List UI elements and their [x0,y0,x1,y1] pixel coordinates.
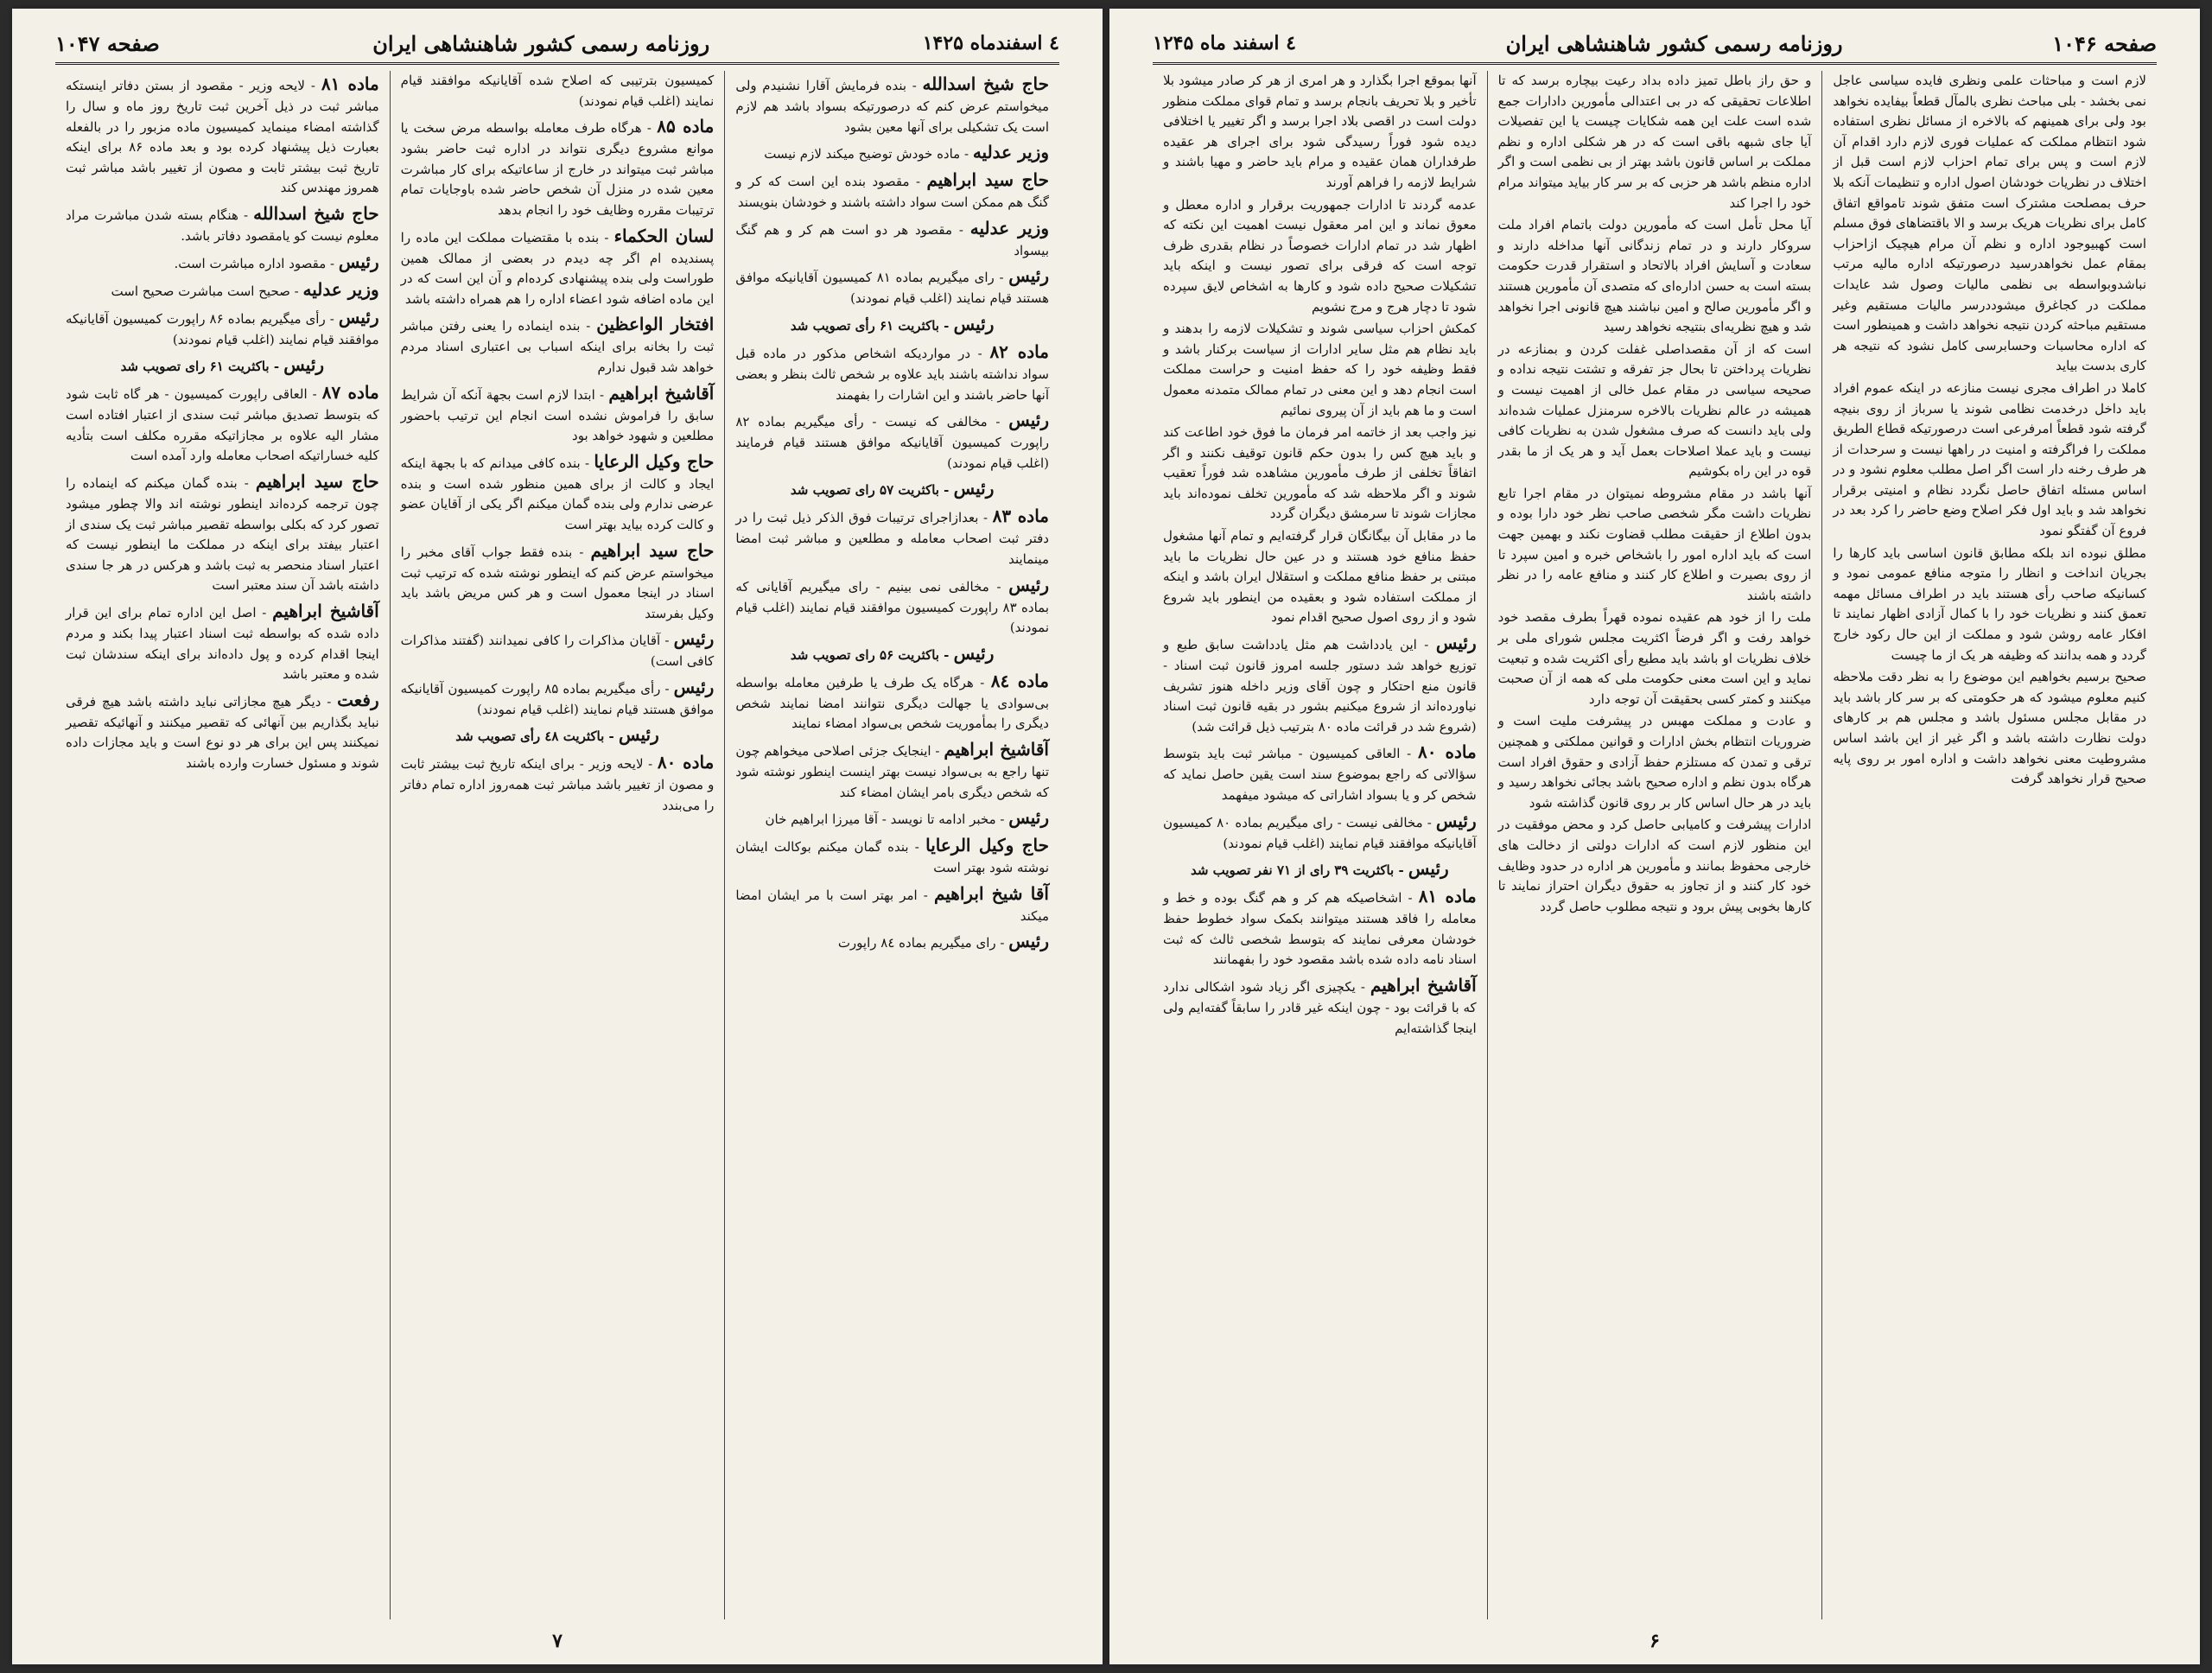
paragraph: آیا محل تأمل است که مأمورین دولت باتمام افراد ملت سروکار دارند و در تمام زندگانی آنها مداخله دارند و سعادت و آسایش افراد بالاتحاد و استقرار قدرت حکومت بسته است به حسن اداره‌ای که متصدی آن مأمورین هستند و اگر مأمورین صالح و امین نباشند هیچ قانونی اجرا نخواهد شد و هیچ نظریه‌ای بنتیجه نخواهد رسید [1497,217,1812,335]
paragraph: رئیس - رای میگیریم بماده ۸٤ راپورت [837,931,1049,952]
page-right [1109,9,2200,1664]
speaker-name: ماده ۸٤ [990,670,1049,691]
vote-result: رئیس - باکثریت ۶۱ رأی تصویب شد [790,313,995,334]
paragraph: کمیسیون بترتیبی که اصلاح شده آقایانیکه موافقند قیام نمایند (اغلب قیام نمودند) [400,73,715,109]
paragraph: لازم است و مباحثات علمی ونظری فایده سیاسی عاجل نمی بخشد - بلی مباحث نظری بالمآل قطعاً بیفایده نخواهد بود ولی برای همینهم که بالاخره از مسائل نظری استفاده شود انتظام مملکت که عملیات فوری لازم دارد اقدام آن لازم است و پس برای تمام احزاب لازم است قبل از اختلاف در نظریات خودشان اصول اداره و تنظیمات آنکه بلا حرف بمصلحت مشترک است متفق شوند تامواقع اتفاق کامل برای نظریات هریک برسد و الا باقتضاهای فوق مسلم است کهبیوجود اداره و نظم آن مرام هیچیک ازاحزاب بمقام عمل نخواهدرسید درصورتیکه اداره مالیه مرتب نباشدوبواسطه بی نظمی مالیات وصول شد عایدات مملکت در کجاغرق میشوددرسر مالیات مستقیم وغیر مستقیم مباحثه کردن نتیجه نخواهد داشت و همینطور است که اداره محاسبات وحسابرسی کامل نشود که نتیجه هر کاری بدست بیاید [1833,73,2146,374]
paragraph: حاج شیخ اسدالله - بنده فرمایش آقارا نشنیدم ولی میخواستم عرض کنم که درصورتیکه بسواد باشد هم لازم است یک تشکیلی برای آنها معین بشود [735,73,1049,135]
speaker-name: رئیس [1008,574,1049,595]
page-header [1153,24,2157,65]
paragraph: عدمه گردند تا ادارات جمهوریت برقرار و اداره معطل و معوق نماند و این امر معقول نیست اهمیت این نکته که اظهار شد در تمام ادارات خصوصاً در نظام بقدری ظرف توجه است که فرقی برای تصور نیست و اینکه باید تشکیلات صحیح داده شود و کارها به اشخاص لایق سپرده شود تا دچار هرج و مرج نشویم [1162,196,1477,315]
speaker-name: حاج وکیل الرعایا [594,450,715,472]
paragraph: آقاشیخ ابراهیم - یکچیزی اگر زیاد شود اشکالی ندارد که با قرائت بود - چون اینکه غیر قادر را سابقاً گفته‌ایم ولی اینجا گذاشته‌ایم [1162,974,1477,1036]
page-number: ۶ [1649,1630,1660,1652]
paragraph: حاج وکیل الرعایا - بنده گمان میکنم بوکالت ایشان نوشته شود بهتر است [735,835,1050,876]
page-header [55,24,1059,65]
paragraph: رئیس - مخالفی که نیست - رأی میگیریم بماده ۸۲ راپورت کمیسیون آقایانیکه موافق هستند قیام فرمایند (اغلب قیام نمودند) [735,410,1049,471]
speaker-name: رئیس [1008,410,1049,431]
speaker-name: حاج سید ابراهیم [590,539,715,561]
columns [1153,71,2157,1619]
speaker-name: رئیس [1008,265,1049,287]
paragraph: آقا شیخ ابراهیم - امر بهتر است با مر ایشان امضا میکند [735,882,1049,924]
vote-result: رئیس - باکثریت ۶۱ رای تصویب شد [120,354,325,376]
speaker-name: رئیس [1435,633,1477,654]
paragraph: حاج سید ابراهیم - بنده گمان میکنم که اینماده را چون ترجمه کرده‌اند اینطور نوشته اند والا چطور میشود تصور کرد که بکلی بواسطه تقصیر مباشر ثبت یک سندی از اعتبار بیفتد برای اینکه در مملکت ما اینطور نیست که اعتبار اسناد منحصر به ثبت باشد و هرکس در هر جا سندی داشته باشد آن سند معتبر است [65,470,379,594]
paragraph: است که از آن مقصداصلی غفلت کردن و بمنازعه در نظریات پرداختن تا بحال جز تفرقه و تشتت نتیجه نداده و صحیحه سیاسی در مقام عمل خالی از اهمیت نیست و همیشه در عالم نظریات بالاخره سرمنزل عملیات شده‌اند ولی باید دانست که صرف مشغول شدن به نظریات کافی نیست و باید عملا اصلاحات بعمل آید و هر یک از ما بقدر قوه در این راه بکوشیم [1497,340,1812,480]
speaker-name: ماده ۸۷ [321,382,379,404]
speaker-name: رئیس [953,313,995,334]
speaker-name: ماده ۸۱ [321,73,379,94]
paragraph: افتخار الواعظین - بنده اینماده را یعنی رفتن مباشر ثبت را بخانه برای اینکه اسباب بی اعتباری اسناد مردم خواهد شد قبول ندارم [400,314,715,375]
paragraph: رئیس - مخبر ادامه تا نویسد - آقا میرزا ابراهیم خان [765,807,1049,829]
speaker-name: ماده ۸۱ [1418,886,1477,907]
vote-result: رئیس - باکثریت ۵۷ رای تصویب شد [790,478,995,499]
newspaper-title: روزنامه رسمی کشور شاهنشاهی ایران [1505,30,1843,56]
speaker-name: آقاشیخ ابراهیم [272,600,379,621]
vote-result: رئیس - باکثریت ۳۹ رای از ۷۱ نفر تصویب شد [1190,858,1449,880]
speaker-name: وزیر عدلیه [302,278,379,300]
column-middle [390,71,725,1619]
paragraph: وزیر عدلیه - صحیح است مباشرت صحیح است [111,278,379,300]
issue-date: ٤ اسفند ماه ۱۲۴۵ [1153,32,1296,54]
paragraph: رئیس - مقصود اداره مباشرت است. [174,251,379,272]
paragraph: کاملا در اطراف مجری نیست منازعه در اینکه عموم افراد باید داخل درخدمت نظامی شوند یا سرباز از روی بنیچه گرفته شود قطعاً امرفرعی است درصورتیکه قطاع الطریق مملکت را فراگرفته و امنیت در راهها نیست و سرحدات از هر طرف رخنه دار است اگر اصل مطلب معلوم نشود و در اساس مسئله اتفاق حاصل نگردد نظام و امنیتی برقرار نخواهد شد و باید اول فکر اصلاح وضع حاضر را کرد بعد در فروع آن گفتگو نمود [1833,379,2146,539]
speaker-name: ماده ۸۰ [1418,741,1477,763]
paragraph: نیز واجب بعد از خاتمه امر فرمان ما فوق خود اطاعت کند و باید هیچ کس را بدون حکم قانون توقیف نکنند و اگر اتفاقاً تخلفی از طرف مأمورین مشاهده شد فوراً تعقیب شوند و اگر ملاحظه شد که مأمورین تخلف نموده‌اند باید مجازات شوند تا سرمشق دیگران گردد [1162,424,1477,522]
paragraph: حاج شیخ اسدالله - هنگام بسته شدن مباشرت مراد معلوم نیست کو یامقصود دفاتر باشد. [65,202,379,244]
speaker-name: ماده ۸۳ [992,506,1049,527]
speaker-name: رئیس [1435,810,1477,831]
paragraph: ماده ۸۷ - العاقی راپورت کمیسیون - هر گاه ثابت شود که بتوسط تصدیق مباشر ثبت سندی از اعتبار افتاده است مشار الیه علاوه بر مجازاتیکه مقرره مکلف است بتأدیه کلیه خساراتیکه اصحاب معامله وارد آمده است [65,382,379,464]
page-label: صفحه ۱۰۴۷ [55,30,160,56]
speaker-name: رئیس [953,478,995,499]
speaker-name: ماده ۸۵ [657,116,715,137]
speaker-name: رئیس [1008,931,1049,952]
paragraph: ملت را از خود هم عقیده نموده قهراً بطرف مقصد خود خواهد رفت و اگر فرضاً اکثریت مجلس شورای ملی بر خلاف نظریات او باشد باید مطیع رأی اکثریت شده و تبعیت نماید و این است معنی حکومت ملی که همه از آن صحبت میکنند و کمتر کسی بحقیقت آن توجه دارد [1497,609,1812,707]
speaker-name: حاج وکیل الرعایا [925,835,1050,856]
column-right [1821,71,2157,1619]
speaker-name: رئیس [673,676,715,697]
page-left [12,9,1103,1664]
speaker-name: رئیس [953,642,995,664]
speaker-name: رئیس [1408,858,1449,880]
paragraph: ماده ۸۵ - هرگاه طرف معامله بواسطه مرض سخت یا موانع مشروع دیگری نتواند در اداره ثبت حاضر بشود مباشر ثبت میتواند در خارج از ساعاتیکه برای کار مباشرت معین شده در منزل آن شخص حاضر شده باوجایات تمام ترتیبات مقرره وظایف خود را انجام بدهد [400,116,715,218]
newspaper-title: روزنامه رسمی کشور شاهنشاهی ایران [372,30,710,56]
paragraph: ادارات پیشرفت و کامیابی حاصل کرد و محض موفقیت در این منظور لازم است که ادارات دولتی از دخالت های خارجی محفوظ بمانند و مأمورین هر اداره در حدود وظایف خود کار کنند و از تجاوز به حقوق دیگران احتراز نمایند تا کارها بخوبی پیش برود و نتیجه مطلوب حاصل گردد [1497,817,1812,914]
speaker-name: رئیس [338,251,379,272]
speaker-name: آقاشیخ ابراهیم [1370,974,1477,996]
column-right [724,71,1059,1619]
speaker-name: ماده ۸۰ [657,752,715,773]
paragraph: آقاشیخ ابراهیم - اینجایک جزئی اصلاحی میخواهم چون تنها راجع به بی‌سواد نیست بهتر اینست اینطور نوشته شود که شخص دیگری بامر ایشان امضاء کند [735,738,1049,800]
paragraph: وزیر عدلیه - مقصود هر دو است هم کر و هم گنگ بیسواد [735,217,1049,258]
paragraph: ماده ۸۱ - اشخاصیکه هم کر و هم گنگ بوده و خط و معامله را فاقد هستند میتوانند بکمک سواد خطوط حفظ خودشان معرفی نمایند که بتوسط شخصی ثالث که ثبت اسناد نامه داده شده باشد مقصود خود را بفهمانند [1162,886,1477,968]
paragraph: رئیس - این یادداشت هم مثل یادداشت سابق طبع و توزیع خواهد شد دستور جلسه امروز قانون ثبت اسناد - قانون منع احتکار و چون آقای وزیر داخله هنوز تشریف نیاورده‌اند از شروع میکنیم بشور در بقیه قانون ثبت اسناد (شروع شد در قرائت ماده ۸۰ بترتیب ذیل قرائت شد) [1162,633,1477,735]
column-left [55,71,390,1619]
paragraph: ما در مقابل آن بیگانگان قرار گرفته‌ایم و تمام آنها مشغول حفظ منافع خود هستند و در عین حال نظریات ما باید مبتنی بر حفظ منافع مملکت و استقلال ایران باشد و اینکه از مملکت استفاده شود و بعقیده من اینطور باید شروع شود و از روی اصول صحیح اقدام نمود [1162,528,1477,626]
paragraph: و حق‌ راز باطل تمیز داده بداد رعیت بیچاره برسد که تا اطلاعات تحقیقی که در بی اعتدالی مأمورین دادارات جمع شده است علت این همه شکایات چیست یا این تفصیلات آیا جای شبهه باقی است که در هر شکلی اداره و نظم مملکت بر اساس قانون باشد بهتر از بی نظمی است و اگر اداره منظم باشد هر حزبی که بر سر کار بیاید میتواند مرام خود را اجرا کند [1497,73,1812,211]
speaker-name: حاج سید ابراهیم [926,169,1049,191]
speaker-name: رئیس [338,306,379,328]
columns [55,71,1059,1619]
vote-result: رئیس - باکثریت ٤٨ رأی تصویب شد [455,724,659,746]
paragraph: لسان الحکماء - بنده با مقتضیات مملکت این ماده را پسندیده ام اگر چه دیدم در بعضی از ممالک همین طوراست ولی بنده پیشنهادی کرده‌ام و آن این است که در این ماده اضافه شود اعضاء اداره را هم همراه داشته باشد [400,225,715,307]
speaker-name: ماده ۸۲ [989,340,1049,362]
speaker-name: آقاشیخ ابراهیم [944,738,1049,760]
paragraph: حاج سید ابراهیم - مقصود بنده این است که کر و گنگ هم ممکن است سواد داشته باشند و خودشان بنویسند [735,169,1049,211]
paragraph: ماده ۸۲ - در مواردیکه اشخاص مذکور در ماده قبل سواد نداشته باشند باید علاوه بر شخص ثالث بنظر و بعضی آنها حاضر باشند و این اشارات را بفهمند [735,340,1049,403]
speaker-name: آقاشیخ ابراهیم [608,382,715,404]
paragraph: صحیح برسیم بخواهیم این موضوع را به نظر دقت ملاحظه کنیم معلوم میشود که هر حکومتی که بر سر کار باشد باید در مقابل مجلس مسئول باشد و مجلس هم بر کارهای دولت نظارت داشته باشد و اگر غیر از این باشد اساس مشروطیت معنی نخواهد داشت و اداره امور بر روی پایه صحیح قرار نخواهد گرفت [1833,669,2146,787]
speaker-name: رئیس [618,724,659,746]
speaker-name: لسان الحکماء [613,225,715,246]
paragraph: وزیر عدلیه - ماده خودش توضیح میکند لازم نیست [764,142,1049,163]
speaker-name: رئیس [673,628,715,650]
page-number: ۷ [552,1630,563,1652]
paragraph: رئیس - مخالفی نیست - رای میگیریم بماده ۸۰ کمیسیون آقایانیکه موافقند قیام نمایند (اغلب قیام نمودند) [1162,810,1477,851]
column-middle [1487,71,1822,1619]
speaker-name: رفعت [337,689,379,710]
paragraph: ماده ۸٤ - هرگاه یک طرف یا طرفین معامله بواسطه بی‌سوادی یا جهالت دیگری نتوانند امضا نمایند شخص دیگری را بمأموریت شخص بی‌سواد امضاء نمایند [735,670,1049,732]
speaker-name: حاج شیخ اسدالله [253,202,379,224]
speaker-name: آقا شیخ ابراهیم [933,882,1049,904]
speaker-name: حاج شیخ اسدالله [922,73,1049,94]
paragraph: آنها بموقع اجرا بگذارد و هر امری از هر کر صادر میشود بلا تأخیر و بلا تحریف بانجام برسد و تمام قوای مملکت منظور دولت است در اقصی بلاد اجرا برسد و اگر تغییر یا اختلافی دیده شود فوراً رسیدگی شود برای اجرای هر عقیده طرفداران همان عقیده و مرام باید حاضر و مهیا باشند و شرایط لازمه را فراهم آورند [1162,73,1477,190]
page-label: صفحه ۱۰۴۶ [2052,30,2157,56]
speaker-name: رئیس [283,354,325,376]
paragraph: مطلق نبوده اند بلکه مطابق قانون اساسی باید کارها را بجریان انداخت و انظار را متوجه منافع عمومی نمود و کسانیکه صاحب رأی هستند باید در اطراف مسائل مهمه تعمق کنند و نظریات خود را با کمال آزادی اظهار نمایند تا افکار عامه روشن شود و مملکت از این حال رکود خارج گردد و همه بدانند که وظیفه هر یک از ما چیست [1833,544,2146,663]
vote-result: رئیس - باکثریت ۵۶ رای تصویب شد [790,642,995,664]
speaker-name: حاج سید ابراهیم [255,470,379,492]
paragraph: حاج وکیل الرعایا - بنده کافی میدانم که با بجهة اینکه ایجاد و کالت از برای همین منظور شده است و بنده عرضی ندارم ولی بنده گمان میکنم اگر یکی از آقایان عضو و کالت کرده بیاید بهتر است [400,450,715,532]
paragraph: آقاشیخ ابراهیم - اصل این اداره تمام برای این قرار داده شده که بواسطه ثبت اسناد اعتبار پیدا بکند و مردم اینجا اقدام کرده و پول داده‌اند برای اینکه سندشان ثبت شده و معتبر باشد [65,600,379,683]
speaker-name: وزیر عدلیه [972,142,1049,163]
paragraph: ماده ۸۳ - بعدازاجرای ترتیبات فوق الذکر ذیل ثبت را در دفتر ثبت اصحاب معامله و مطلعین و مباشر ثبت امضا مینمایند [735,506,1049,567]
paragraph: رئیس - رأی میگیریم بماده ۸۵ راپورت کمیسیون آقایانیکه موافق هستند قیام نمایند (اغلب قیام نمودند) [400,676,715,717]
issue-date: ٤ اسفندماه ۱۴۲۵ [922,32,1059,54]
speaker-name: رئیس [1008,807,1049,829]
paragraph: ماده ۸۰ - لایحه وزیر - برای اینکه تاریخ ثبت بیشتر ثابت و مصون از تغییر باشد مباشر ثبت همه‌روز اداره تمام دفاتر را می‌بندد [400,752,715,814]
paragraph: کمکش احزاب سیاسی شوند و تشکیلات لازمه را بدهند و باید نظام هم مثل سایر ادارات از سیاست برکنار باشد و فقط وظیفه خود را که حفظ امنیت و حراست مملکت است انجام دهد و این معنی در تمام ممالک متمدنه معمول است و ما هم باید از آن پیروی نمائیم [1162,321,1477,418]
paragraph: رفعت - دیگر هیچ مجازاتی نباید داشته باشد هیچ فرقی نباید بگذاریم بین آنهائی که تقصیر میکنند و آنهائیکه تقصیر نمیکنند پس این برای هر دو نوع است و باید مجازات داده شوند و مسئول خسارت وارده باشند [65,689,379,771]
paragraph: رئیس - مخالفی نمی بینیم - رای میگیریم آقایانی که بماده ۸۳ راپورت کمیسیون موافقند قیام نمایند (اغلب قیام نمودند) [735,574,1049,636]
paragraph: رئیس - رأی میگیریم بماده ۸۶ راپورت کمیسیون آقایانیکه موافقند قیام نمایند (اغلب قیام نمودند) [65,306,379,347]
paragraph: رئیس - رای میگیریم بماده ۸۱ کمیسیون آقایانیکه موافق هستند قیام نمایند (اغلب قیام نمودند) [735,265,1049,307]
paragraph: ماده ۸۱ - لایحه وزیر - مقصود از بستن دفاتر اینستکه مباشر ثبت در ذیل آخرین ثبت تاریخ روز ماه و سال را گذاشته امضاء مینماید کمیسیون ماده مزبور را در بالفعله بعبارت ذیل پیشنهاد کرده بود و بعد ماده ۸۶ برای اینکه تاریخ ثبت بیشتر ثابت و مصون از تغییر باشد مباشر ثبت همروز مهندس کند [65,73,379,196]
paragraph: و عادت و مملکت مهبس در پیشرفت ملیت است و ضروریات انتظام بخش ادارات و قوانین مملکتی و همچنین ترقی و تمدن که مستلزم حفظ آزادی و حقوق افراد است هرگاه بدون نظم و اداره صحیح باشد بجائی نخواهد رسید و باید در هر حال اساس کار بر روی قانون گذاشته شود [1497,713,1812,811]
speaker-name: افتخار الواعظین [596,314,715,335]
paragraph: رئیس - آقایان مذاکرات را کافی نمیدانند (گفتند مذاکرات کافی است) [400,628,715,670]
paragraph: حاج سید ابراهیم - بنده فقط جواب آقای مخبر را میخواستم عرض کنم که اینطور نوشته شده که ترتیب ثبت اسناد در اینجا معمول است و هر کس مریض باشد باید وکیل بفرستد [400,539,715,621]
paragraph: ماده ۸۰ - العاقی کمیسیون - مباشر ثبت باید بتوسط سؤالاتی که راجع بموضوع سند است یقین حاصل نماید که شخص کر و یا بسواد اشاراتی که میشود میفهمد [1162,741,1477,803]
paragraph: آنها باشد در مقام مشروطه نمیتوان در مقام اجرا تابع نظریات داشت مگر شخصی صاحب نظر خود دارا بوده و بدون اطلاع از حقیقت مطلب قضاوت نکند و بهمین جهت است که باید اداره امور را باشخاص خبره و امین سپرد تا از روی بصیرت و اطلاع کار کنند و منافع عامه را در نظر داشته باشند [1497,485,1812,603]
column-left [1153,71,1487,1619]
paragraph: آقاشیخ ابراهیم - ابتدا لازم است بجهة آنکه آن شرایط سابق را فراموش نشده است انجام این ترتیب باحضور مطلعین و شهود خواهد بود [400,382,715,444]
speaker-name: وزیر عدلیه [969,217,1049,239]
newspaper-spread [12,9,2200,1664]
